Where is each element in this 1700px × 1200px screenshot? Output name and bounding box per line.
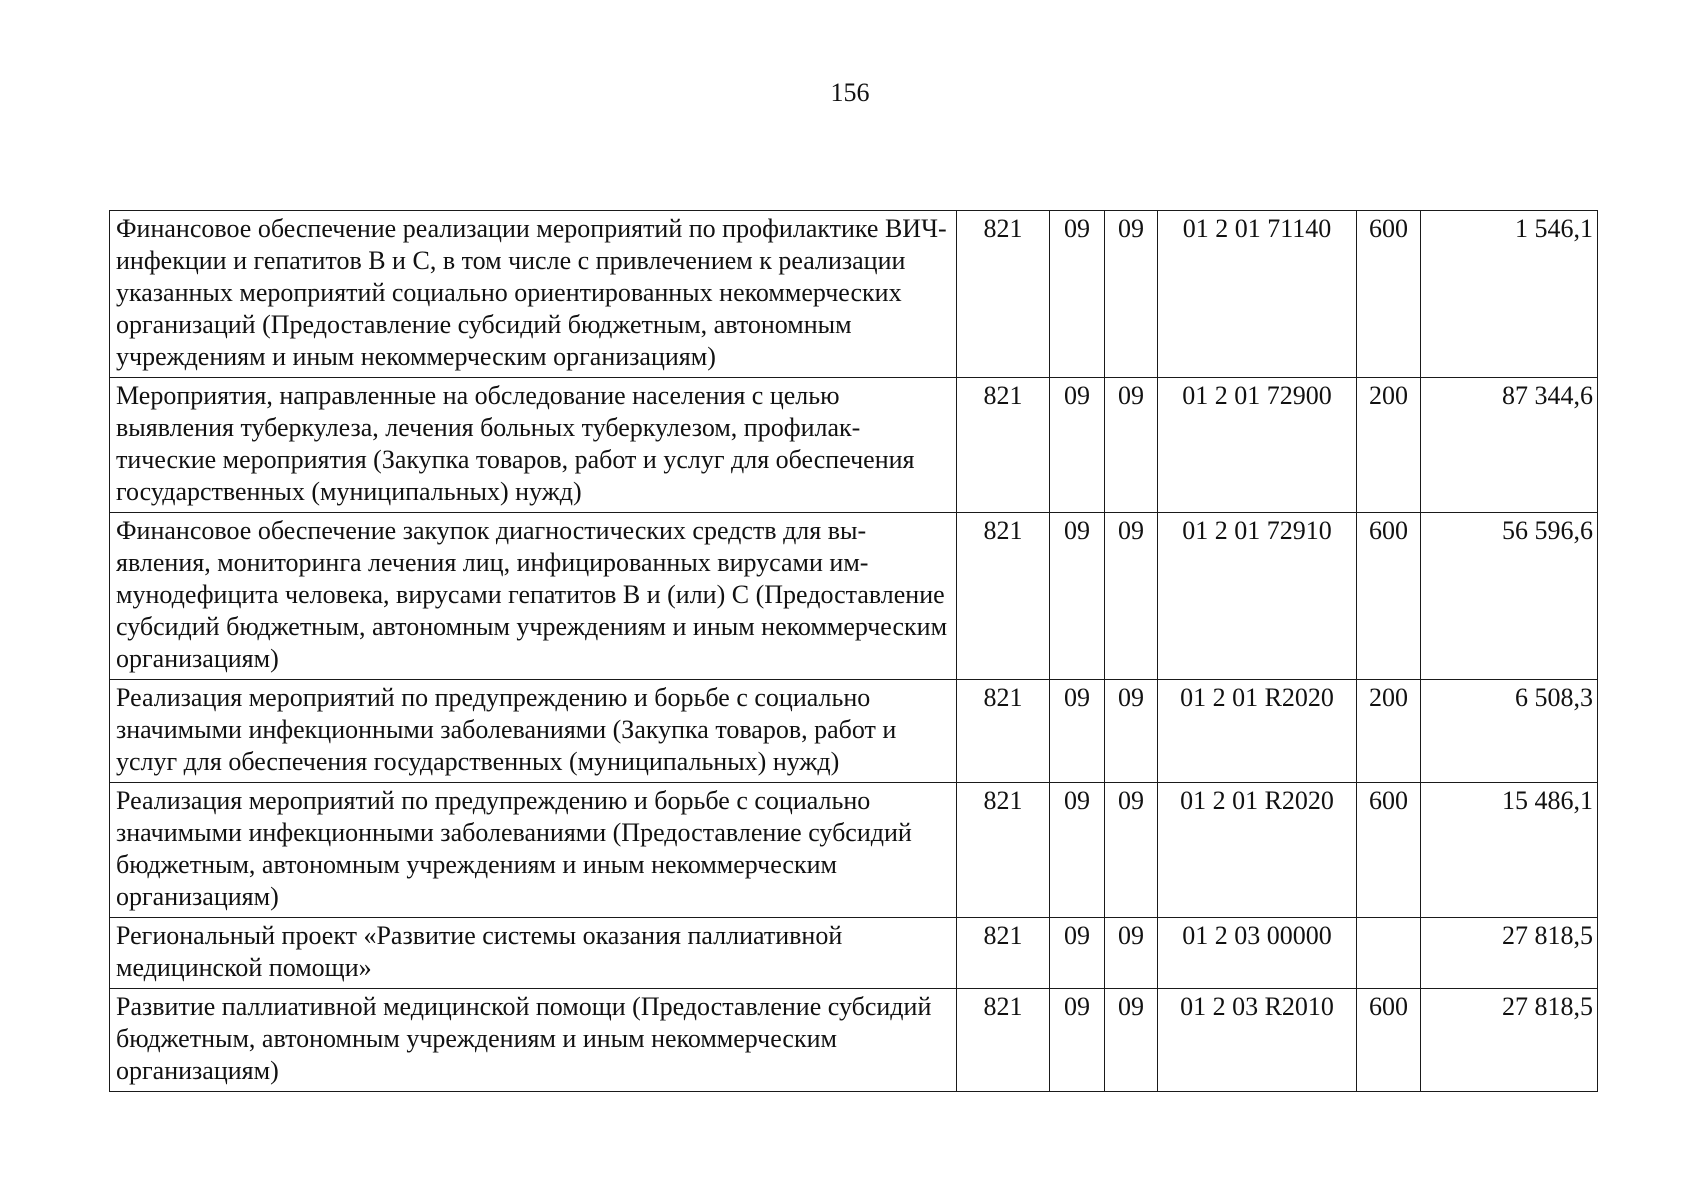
page-number: 156 xyxy=(830,78,870,107)
ministry-code: 821 xyxy=(957,211,1050,378)
subsection-code: 09 xyxy=(1105,513,1158,680)
table-row xyxy=(110,211,1598,378)
table-row xyxy=(110,680,1598,783)
expense-type-code: 600 xyxy=(1357,513,1421,680)
expense-type-code: 200 xyxy=(1357,680,1421,783)
budget-table xyxy=(109,210,1598,1092)
expense-type-code: 600 xyxy=(1357,783,1421,918)
expense-type-code: 200 xyxy=(1357,378,1421,513)
row-description: Реализация мероприятий по предупреждению и борьбе с социально значимыми инфекционными заболеваниями (Предоставление субсидий бюджетным, автономным учреждениям и иным некоммерческим организациям) xyxy=(110,783,957,918)
target-article-code: 01 2 01 72910 xyxy=(1158,513,1357,680)
section-code: 09 xyxy=(1050,680,1105,783)
subsection-code: 09 xyxy=(1105,211,1158,378)
section-code: 09 xyxy=(1050,378,1105,513)
amount-value: 27 818,5 xyxy=(1421,918,1598,989)
target-article-code: 01 2 01 71140 xyxy=(1158,211,1357,378)
amount-value: 87 344,6 xyxy=(1421,378,1598,513)
section-code: 09 xyxy=(1050,211,1105,378)
row-description: Мероприятия, направленные на обследование населения с целью выявления туберкулеза, лечения больных туберкулезом, профилактические мероприятия (Закупка товаров, работ и услуг для обеспечения государственных (муниципальных) нужд) xyxy=(110,378,957,513)
ministry-code: 821 xyxy=(957,783,1050,918)
section-code: 09 xyxy=(1050,918,1105,989)
subsection-code: 09 xyxy=(1105,378,1158,513)
row-description: Финансовое обеспечение закупок диагностических средств для выявления, мониторинга лечения лиц, инфицированных вирусами иммунодефицита человека, вирусами гепатитов В и (или) С (Предоставление субсидий бюджетным, автономным учреждениям и иным некоммерческим организациям) xyxy=(110,513,957,680)
expense-type-code xyxy=(1357,918,1421,989)
row-description: Региональный проект «Развитие системы оказания паллиативной медицинской помощи» xyxy=(110,918,957,989)
target-article-code: 01 2 03 R2010 xyxy=(1158,989,1357,1092)
amount-value: 6 508,3 xyxy=(1421,680,1598,783)
target-article-code: 01 2 01 R2020 xyxy=(1158,783,1357,918)
table-row xyxy=(110,783,1598,918)
amount-value: 1 546,1 xyxy=(1421,211,1598,378)
section-code: 09 xyxy=(1050,513,1105,680)
section-code: 09 xyxy=(1050,989,1105,1092)
target-article-code: 01 2 01 R2020 xyxy=(1158,680,1357,783)
table-row xyxy=(110,989,1598,1092)
amount-value: 15 486,1 xyxy=(1421,783,1598,918)
amount-value: 27 818,5 xyxy=(1421,989,1598,1092)
subsection-code: 09 xyxy=(1105,680,1158,783)
expense-type-code: 600 xyxy=(1357,989,1421,1092)
ministry-code: 821 xyxy=(957,513,1050,680)
table-row xyxy=(110,378,1598,513)
table-row xyxy=(110,918,1598,989)
section-code: 09 xyxy=(1050,783,1105,918)
amount-value: 56 596,6 xyxy=(1421,513,1598,680)
target-article-code: 01 2 03 00000 xyxy=(1158,918,1357,989)
subsection-code: 09 xyxy=(1105,918,1158,989)
ministry-code: 821 xyxy=(957,680,1050,783)
ministry-code: 821 xyxy=(957,989,1050,1092)
target-article-code: 01 2 01 72900 xyxy=(1158,378,1357,513)
subsection-code: 09 xyxy=(1105,783,1158,918)
ministry-code: 821 xyxy=(957,378,1050,513)
ministry-code: 821 xyxy=(957,918,1050,989)
expense-type-code: 600 xyxy=(1357,211,1421,378)
table-row xyxy=(110,513,1598,680)
row-description: Финансовое обеспечение реализации мероприятий по профилактике ВИЧ-инфекции и гепатитов В и С, в том числе с привлечением к реализации указанных мероприятий социально ориентированных некоммерческих организаций (Предоставление субсидий бюджетным, автономным учреждениям и иным некоммерческим организациям) xyxy=(110,211,957,378)
row-description: Развитие паллиативной медицинской помощи (Предоставление субсидий бюджетным, автономным учреждениям и иным некоммерческим организациям) xyxy=(110,989,957,1092)
row-description: Реализация мероприятий по предупреждению и борьбе с социально значимыми инфекционными заболеваниями (Закупка товаров, работ и услуг для обеспечения государственных (муниципальных) нужд) xyxy=(110,680,957,783)
subsection-code: 09 xyxy=(1105,989,1158,1092)
